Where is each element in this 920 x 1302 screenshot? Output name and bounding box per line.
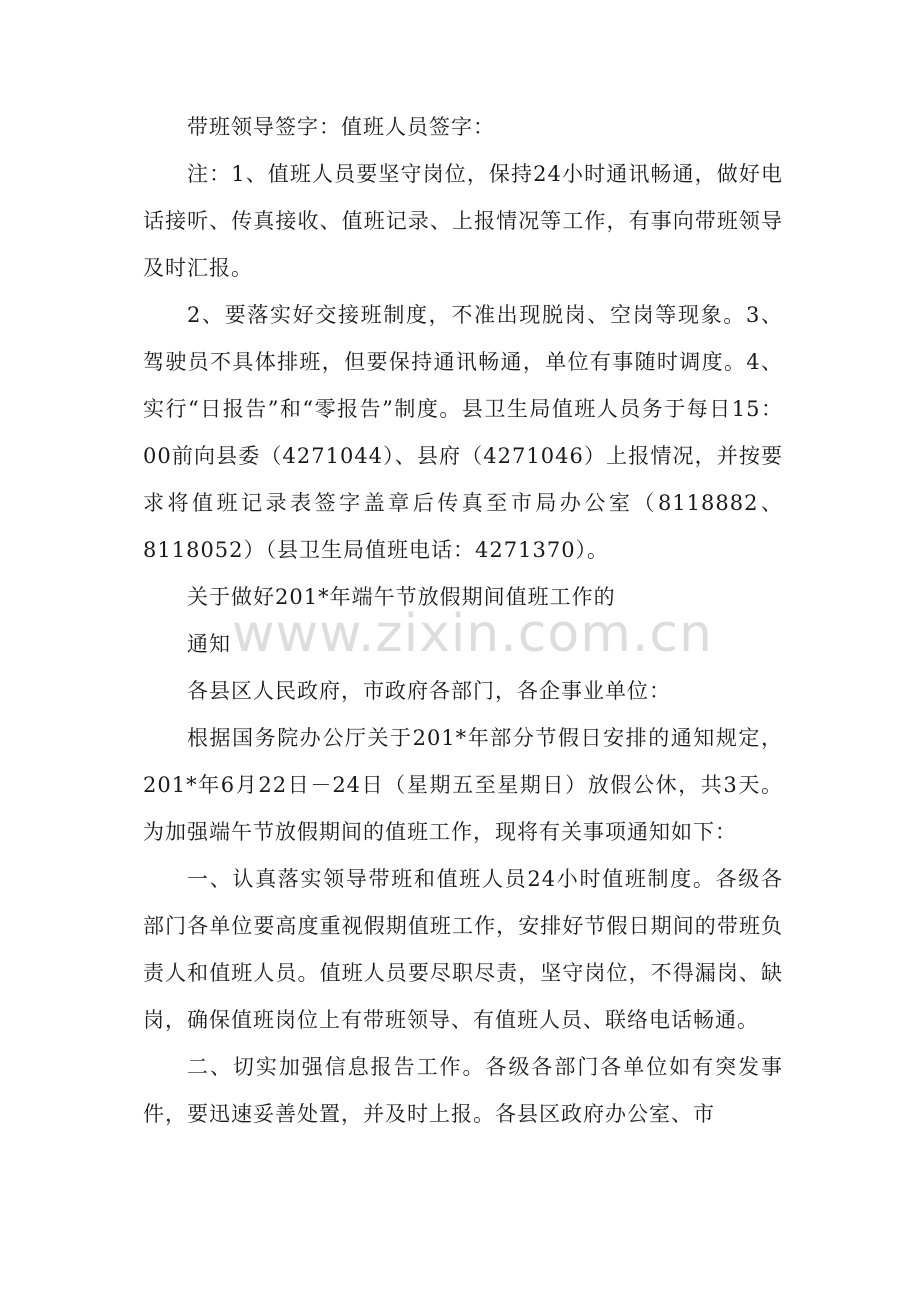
signature-line: 带班领导签字：值班人员签字： — [187, 115, 495, 139]
notice-title-line-1: 关于做好201*年端午节放假期间值班工作的 — [187, 585, 616, 609]
note-paragraph-1: 注：1、值班人员要坚守岗位，保持24小时通讯畅通，做好电话接听、传真接收、值班记录、上报情况等工作，有事向带班领导及时汇报。 — [143, 162, 783, 280]
document-body — [143, 104, 783, 1138]
intro-paragraph: 根据国务院办公厅关于201*年部分节假日安排的通知规定，201*年6月22日－24日（星期五至星期日）放假公休，共3天。为加强端午节放假期间的值班工作，现将有关事项通知如下： — [143, 726, 783, 844]
item-two-paragraph: 二、切实加强信息报告工作。各级各部门各单位如有突发事件，要迅速妥善处置，并及时上报。各县区政府办公室、市 — [143, 1055, 783, 1126]
addressee-line: 各县区人民政府，市政府各部门，各企事业单位： — [187, 679, 671, 703]
watermark: www.zixin.com.cn — [232, 604, 713, 664]
notice-title-line-2: 通知 — [187, 632, 231, 656]
item-one-paragraph: 一、认真落实领导带班和值班人员24小时值班制度。各级各部门各单位要高度重视假期值班工作，安排好节假日期间的带班负责人和值班人员。值班人员要尽职尽责，坚守岗位，不得漏岗、缺岗，确保值班岗位上有带班领导、有值班人员、联络电话畅通。 — [143, 867, 783, 1032]
note-paragraph-2: 2、要落实好交接班制度，不准出现脱岗、空岗等现象。3、驾驶员不具体排班，但要保持通讯畅通，单位有事随时调度。4、实行“日报告”和“零报告”制度。县卫生局值班人员务于每日15：00前向县委（4271044）、县府（4271046）上报情况，并按要求将值班记录表签字盖章后传真至市局办公室（8118882、8118052）（县卫生局值班电话：4271370）。 — [143, 303, 783, 562]
